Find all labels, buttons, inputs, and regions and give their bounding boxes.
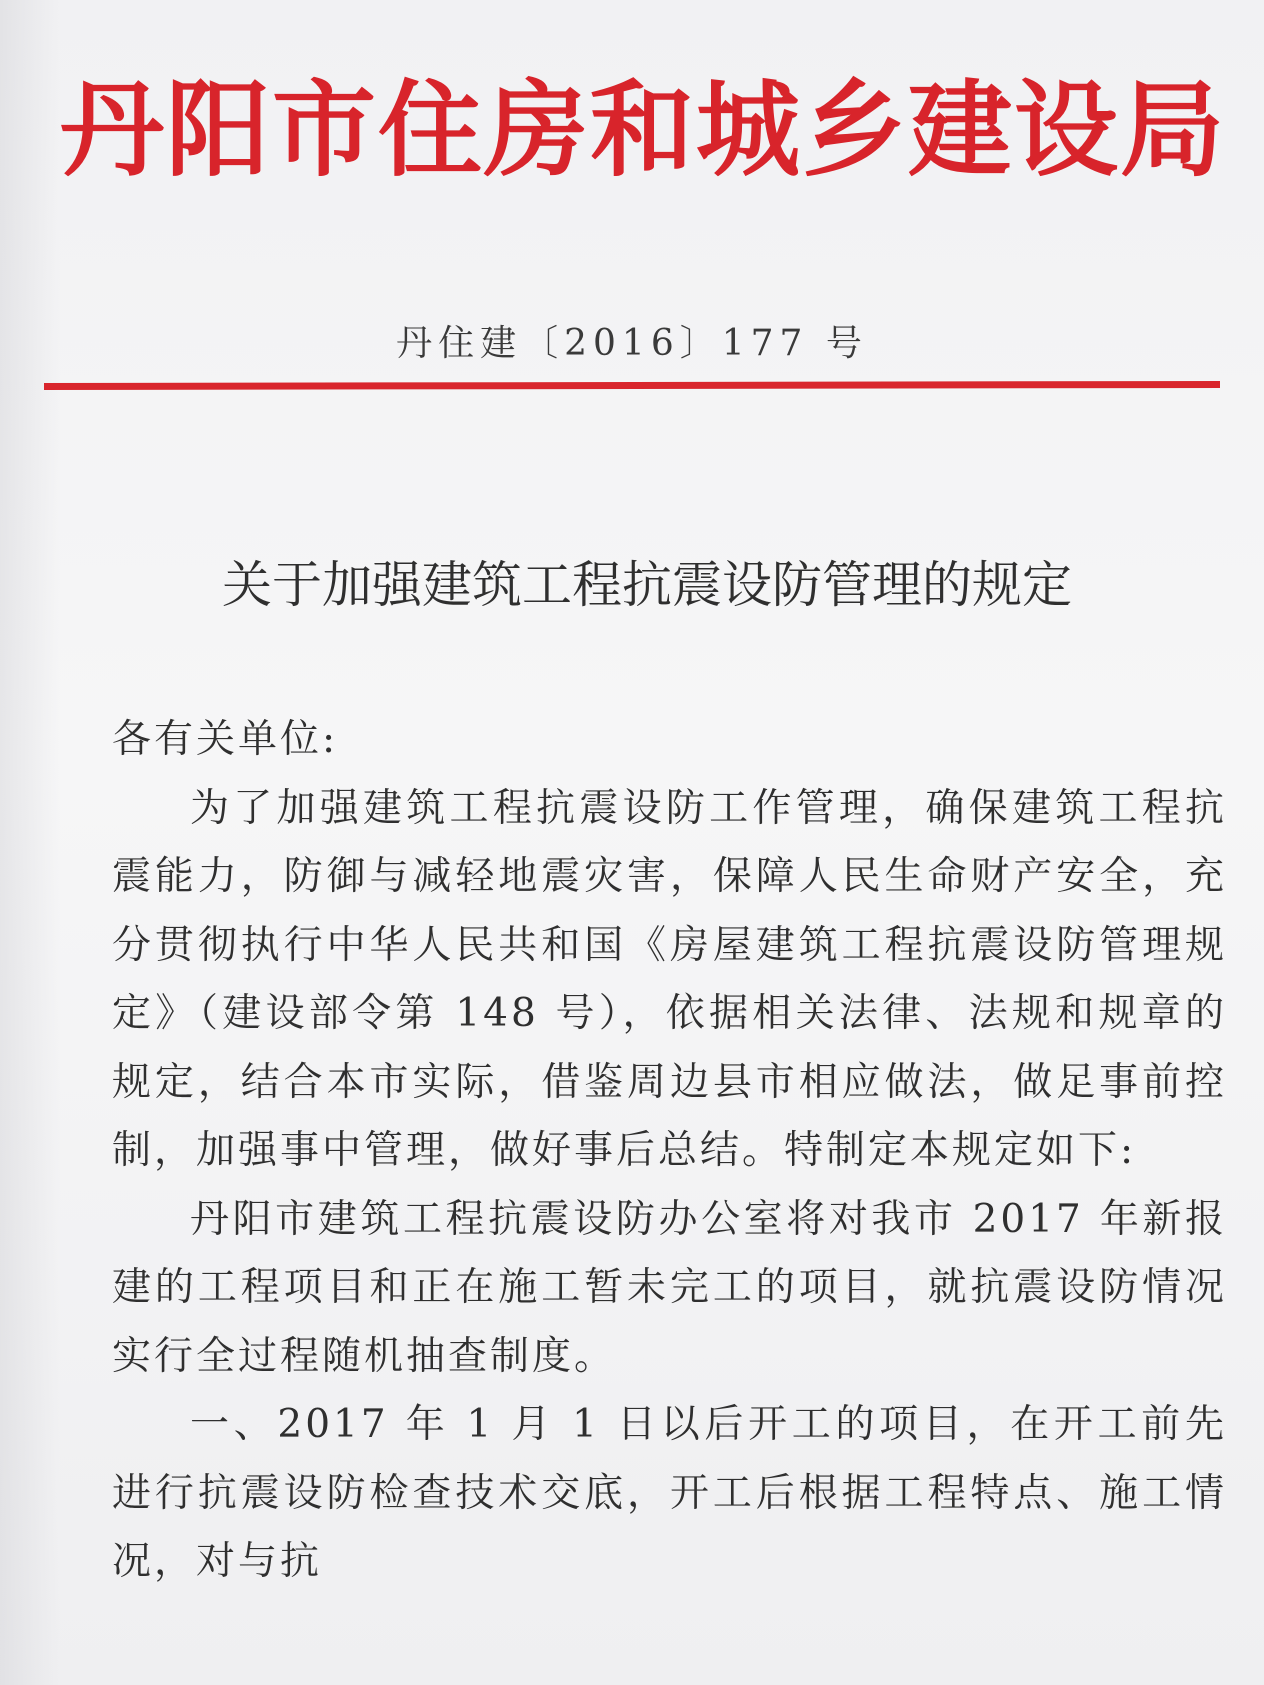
letterhead-divider [44, 381, 1220, 390]
document-number: 丹住建〔2016〕177 号 [396, 323, 868, 364]
paragraph-item-one: 一、2017 年 1 月 1 日以后开工的项目，在开工前先进行抗震设防检查技术交底，开工后根据工程特点、施工情况，对与抗 [112, 1402, 1227, 1584]
paper-shadow [0, 0, 60, 1685]
document-title: 关于加强建筑工程抗震设防管理的规定 [222, 556, 1072, 614]
document-body [112, 706, 1227, 1597]
paragraph-intro: 为了加强建筑工程抗震设防工作管理，确保建筑工程抗震能力，防御与减轻地震灾害，保障人民生命财产安全，充分贯彻执行中华人民共和国《房屋建筑工程抗震设防管理规定》（建设部令第 148 号），依据相关法律、法规和规章的规定，结合本市实际，借鉴周边县市相应做法，做足事前控制，加强事中管理，做好事后总结。特制定本规定如下: [112, 785, 1227, 1173]
salutation: 各有关单位: [112, 717, 339, 762]
paragraph-inspection: 丹阳市建筑工程抗震设防办公室将对我市 2017 年新报建的工程项目和正在施工暂未完工的项目，就抗震设防情况实行全过程随机抽查制度。 [112, 1196, 1227, 1379]
letterhead-org-name: 丹阳市住房和城乡建设局 [60, 69, 1227, 191]
